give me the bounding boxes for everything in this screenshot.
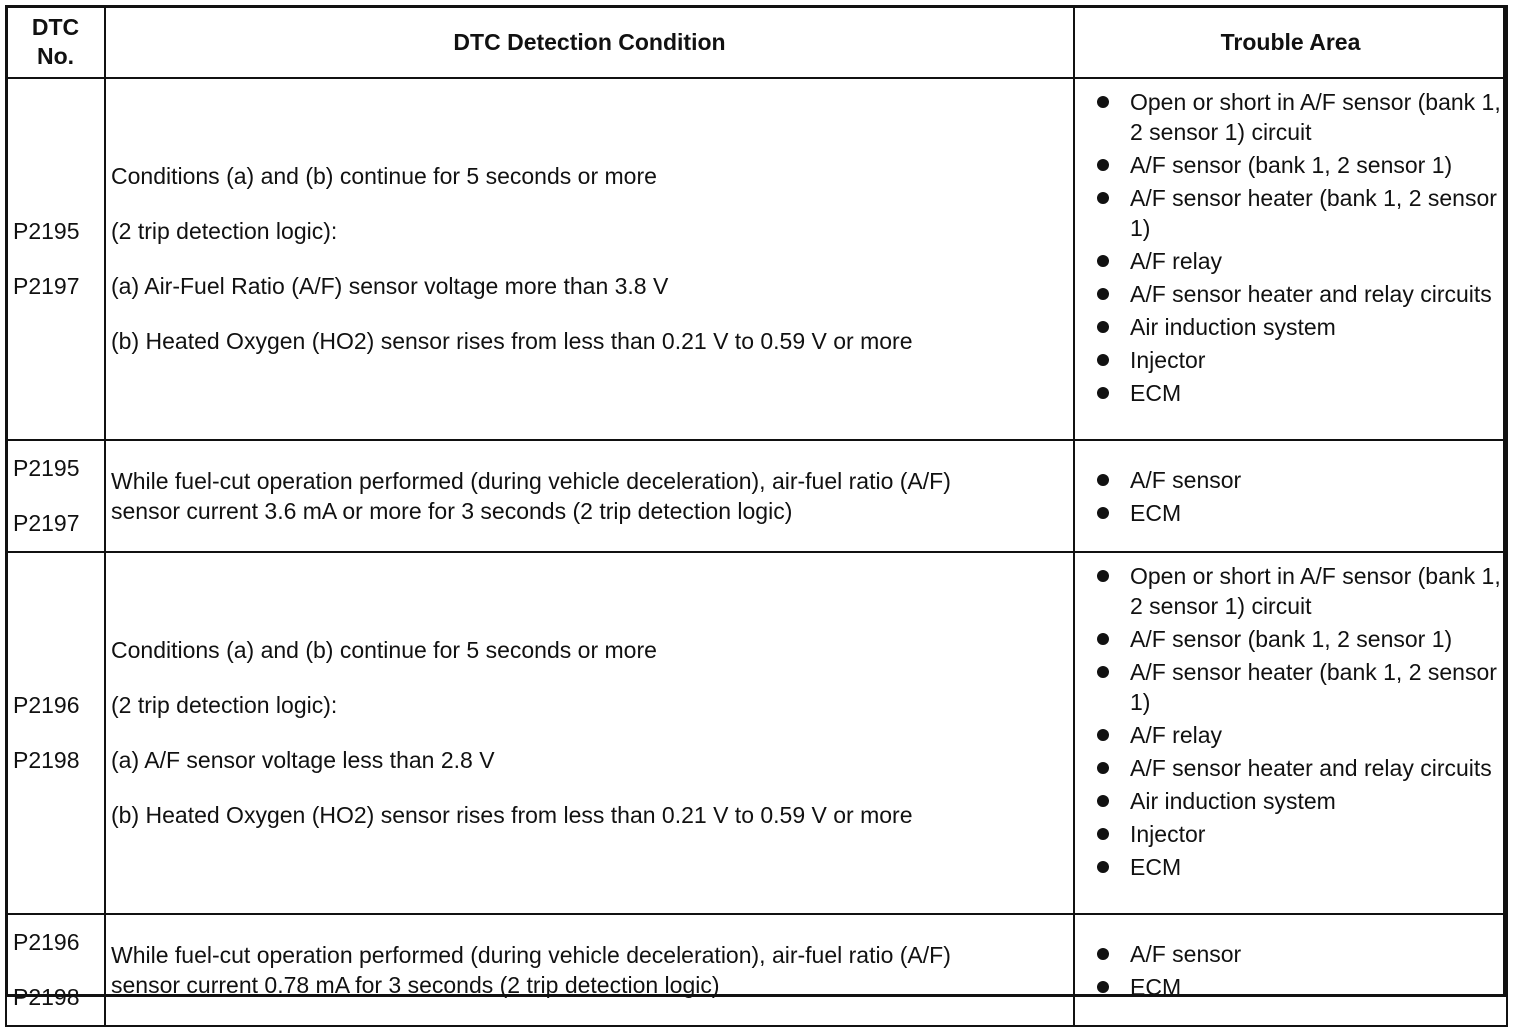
list-item: Air induction system (1097, 786, 1506, 816)
list-item: A/F relay (1097, 720, 1506, 750)
condition-line: (2 trip detection logic): (111, 692, 338, 718)
list-item: Open or short in A/F sensor (bank 1, 2 sensor 1) circuit (1097, 561, 1506, 621)
list-item: A/F sensor heater (bank 1, 2 sensor 1) (1097, 183, 1506, 243)
list-item: A/F sensor (1097, 939, 1506, 969)
condition-line: While fuel-cut operation performed (during vehicle deceleration), air-fuel ratio (A/F) (111, 468, 951, 494)
condition-line: (a) A/F sensor voltage less than 2.8 V (111, 747, 495, 773)
dtc-code: P2197 (13, 510, 80, 536)
condition-line: sensor current 0.78 mA for 3 seconds (2 trip detection logic) (111, 972, 720, 998)
condition-line: While fuel-cut operation performed (during vehicle deceleration), air-fuel ratio (A/F) (111, 942, 951, 968)
dtc-code: P2195 (13, 218, 80, 244)
condition-line: (a) Air-Fuel Ratio (A/F) sensor voltage more than 3.8 V (111, 273, 669, 299)
dtc-code: P2196 (13, 692, 80, 718)
dtc-code: P2197 (13, 273, 80, 299)
list-item: ECM (1097, 378, 1506, 408)
list-item: A/F sensor (bank 1, 2 sensor 1) (1097, 624, 1506, 654)
dtc-code: P2196 (13, 929, 80, 955)
list-item: Injector (1097, 345, 1506, 375)
condition-line: (2 trip detection logic): (111, 218, 338, 244)
dtc-code: P2198 (13, 747, 80, 773)
list-item: A/F sensor (bank 1, 2 sensor 1) (1097, 150, 1506, 180)
list-item: A/F sensor heater and relay circuits (1097, 279, 1506, 309)
list-item: A/F sensor heater and relay circuits (1097, 753, 1506, 783)
list-item: ECM (1097, 498, 1506, 528)
dtc-code: P2198 (13, 984, 80, 1010)
list-item: Air induction system (1097, 312, 1506, 342)
table-outer-border (5, 5, 1506, 997)
list-item: A/F sensor heater (bank 1, 2 sensor 1) (1097, 657, 1506, 717)
list-item: A/F sensor (1097, 465, 1506, 495)
header-dtc-no: DTC No. (6, 6, 105, 78)
condition-line: Conditions (a) and (b) continue for 5 seconds or more (111, 637, 657, 663)
condition-line: (b) Heated Oxygen (HO2) sensor rises from less than 0.21 V to 0.59 V or more (111, 328, 913, 354)
header-trouble-area: Trouble Area (1074, 6, 1507, 78)
header-detection-condition: DTC Detection Condition (105, 6, 1074, 78)
list-item: Open or short in A/F sensor (bank 1, 2 sensor 1) circuit (1097, 87, 1506, 147)
list-item: Injector (1097, 819, 1506, 849)
list-item: A/F relay (1097, 246, 1506, 276)
condition-line: Conditions (a) and (b) continue for 5 seconds or more (111, 163, 657, 189)
list-item: ECM (1097, 852, 1506, 882)
condition-line: (b) Heated Oxygen (HO2) sensor rises from less than 0.21 V to 0.59 V or more (111, 802, 913, 828)
list-item: ECM (1097, 972, 1506, 1002)
dtc-code: P2195 (13, 455, 80, 481)
condition-line: sensor current 3.6 mA or more for 3 seconds (2 trip detection logic) (111, 498, 793, 524)
